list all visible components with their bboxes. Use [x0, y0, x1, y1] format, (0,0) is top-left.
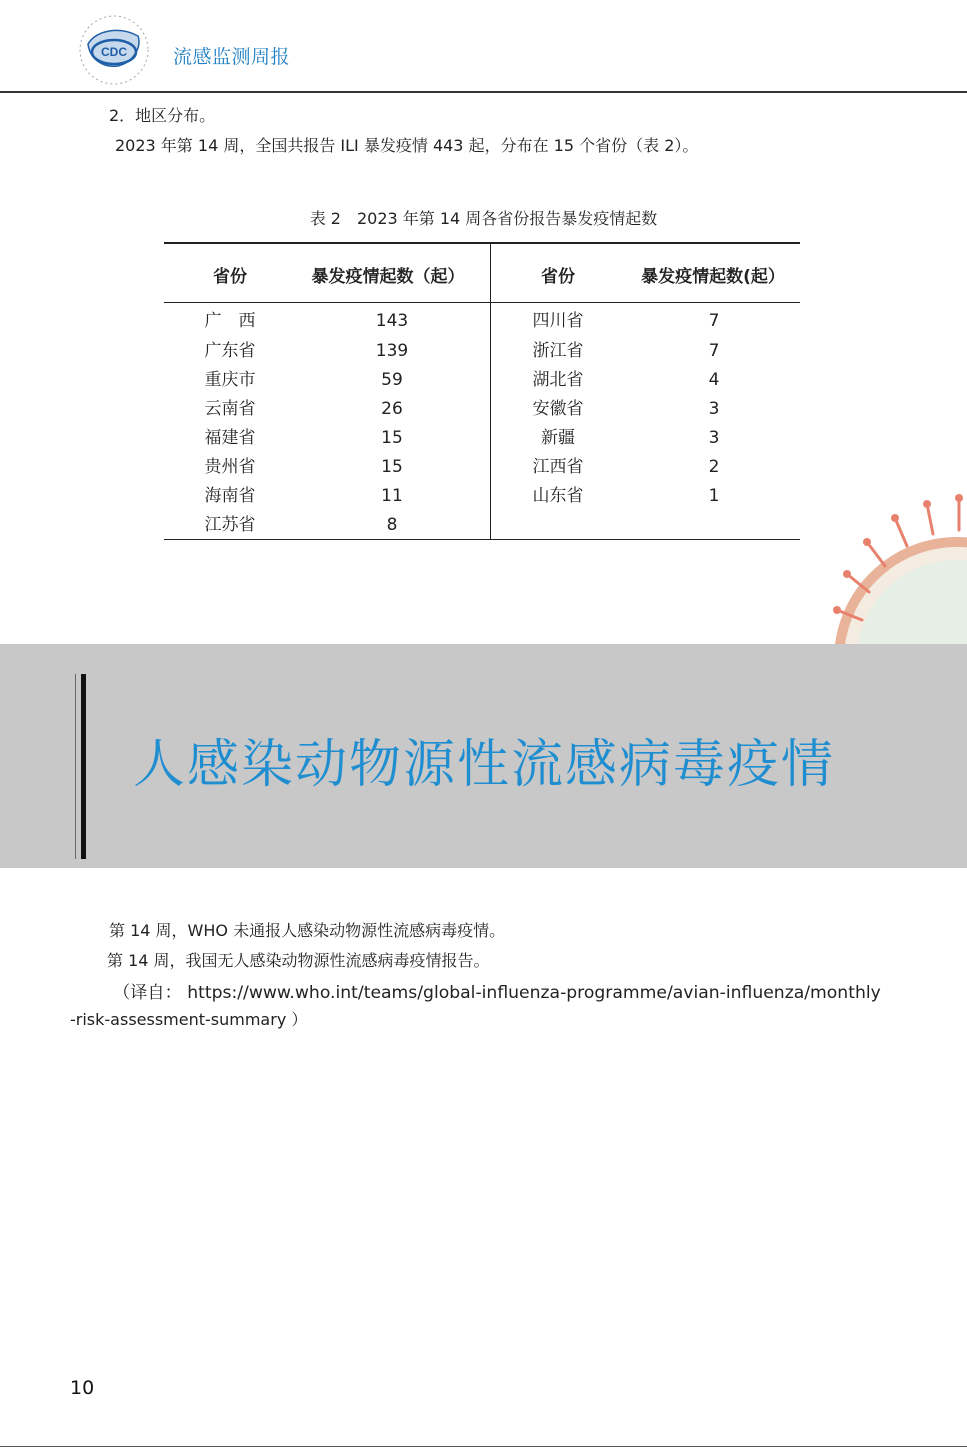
svg-text:CDC: CDC [101, 45, 127, 59]
source-line-1: （译自： https://www.who.int/teams/global-influenza-programme/avian-influenza/monthly [113, 983, 881, 1003]
table-header-province-left: 省份 [213, 267, 247, 287]
banner-title: 人感染动物源性流感病毒疫情 [133, 735, 836, 795]
footer-divider [0, 1446, 967, 1447]
table-cell-count: 59 [381, 370, 403, 390]
table-header-rule [164, 302, 800, 303]
table-cell-province: 安徽省 [532, 399, 584, 419]
table-top-rule [164, 242, 800, 244]
table-cell-province: 浙江省 [532, 341, 584, 361]
virus-illustration-icon [807, 470, 967, 645]
banner-accent-thin-bar [75, 674, 76, 859]
source-line-2: -risk-assessment-summary ） [70, 1010, 308, 1029]
body-line-who: 第 14 周，WHO 未通报人感染动物源性流感病毒疫情。 [109, 921, 506, 940]
province-outbreak-table [164, 242, 800, 540]
table-header-count-left: 暴发疫情起数（起） [311, 267, 465, 287]
table-cell-count: 15 [381, 428, 403, 448]
table-cell-count: 11 [381, 486, 403, 506]
table-cell-count: 139 [375, 341, 409, 361]
table-cell-count: 2 [708, 457, 720, 477]
table-cell-count: 3 [708, 428, 720, 448]
table-cell-count: 1 [708, 486, 720, 506]
table-cell-province: 海南省 [204, 486, 256, 506]
table-cell-count: 4 [708, 370, 720, 390]
table-cell-province: 福建省 [204, 428, 256, 448]
table-cell-count: 7 [708, 311, 720, 331]
section-heading: 2．地区分布。 [109, 106, 216, 125]
table-cell-province: 山东省 [532, 486, 584, 506]
header-divider [0, 91, 967, 93]
table-header-count-right: 暴发疫情起数(起） [641, 267, 785, 287]
table-caption: 表 2 2023 年第 14 周各省份报告暴发疫情起数 [309, 209, 658, 228]
header-title: 流感监测周报 [173, 46, 291, 68]
table-cell-province: 江西省 [532, 457, 584, 477]
table-cell-province: 湖北省 [532, 370, 584, 390]
section-summary: 2023 年第 14 周，全国共报告 ILI 暴发疫情 443 起，分布在 15 个省份（表 2）。 [115, 136, 699, 155]
banner-accent-bar [81, 674, 86, 859]
cdc-logo-icon [68, 6, 160, 88]
table-cell-province: 云南省 [204, 399, 256, 419]
table-cell-count: 8 [386, 515, 398, 535]
table-column-divider [490, 242, 491, 540]
table-cell-province: 贵州省 [204, 457, 256, 477]
table-cell-count: 15 [381, 457, 403, 477]
table-cell-province: 四川省 [532, 311, 584, 331]
table-bottom-rule [164, 539, 800, 540]
table-cell-province: 新疆 [541, 428, 575, 448]
table-cell-count: 26 [381, 399, 403, 419]
table-cell-province: 江苏省 [204, 515, 256, 535]
table-cell-count: 143 [375, 311, 409, 331]
table-cell-count: 7 [708, 341, 720, 361]
table-cell-province: 广东省 [204, 341, 256, 361]
table-cell-province: 广 西 [204, 311, 256, 331]
table-cell-count: 3 [708, 399, 720, 419]
body-line-china: 第 14 周，我国无人感染动物源性流感病毒疫情报告。 [107, 951, 490, 970]
page-number: 10 [70, 1377, 95, 1399]
page-header [0, 0, 967, 94]
table-header-province-right: 省份 [541, 267, 575, 287]
table-cell-province: 重庆市 [204, 370, 256, 390]
